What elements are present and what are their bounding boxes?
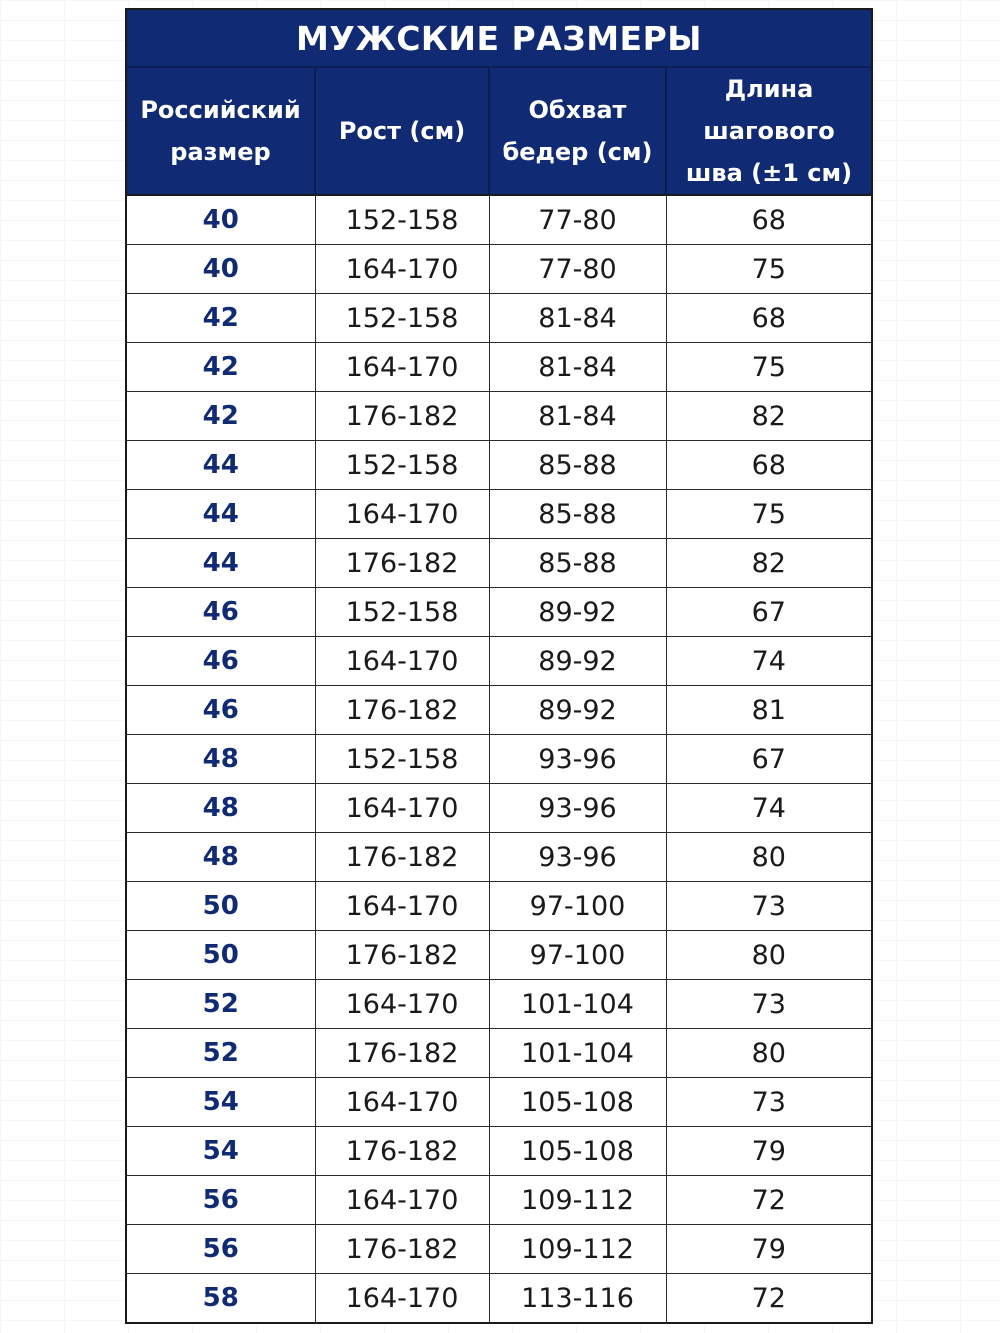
table-row <box>126 931 872 980</box>
cell-russian-size: 40 <box>126 195 315 245</box>
cell-hip-girth: 109-112 <box>489 1225 666 1274</box>
cell-height: 176-182 <box>315 931 489 980</box>
table-row <box>126 833 872 882</box>
header-height <box>315 67 489 195</box>
cell-hip-girth: 93-96 <box>489 833 666 882</box>
cell-hip-girth: 101-104 <box>489 980 666 1029</box>
cell-inseam: 79 <box>666 1127 872 1176</box>
cell-inseam: 68 <box>666 195 872 245</box>
table-row <box>126 686 872 735</box>
table-row <box>126 1078 872 1127</box>
cell-hip-girth: 77-80 <box>489 245 666 294</box>
cell-height: 164-170 <box>315 1078 489 1127</box>
cell-hip-girth: 93-96 <box>489 735 666 784</box>
cell-height: 152-158 <box>315 735 489 784</box>
cell-height: 152-158 <box>315 588 489 637</box>
header-line: шагового <box>703 117 835 145</box>
cell-height: 152-158 <box>315 195 489 245</box>
cell-height: 176-182 <box>315 539 489 588</box>
table-row <box>126 343 872 392</box>
cell-height: 164-170 <box>315 1176 489 1225</box>
cell-inseam: 67 <box>666 735 872 784</box>
table-row <box>126 1176 872 1225</box>
cell-height: 176-182 <box>315 833 489 882</box>
cell-hip-girth: 97-100 <box>489 931 666 980</box>
cell-height: 152-158 <box>315 294 489 343</box>
cell-inseam: 74 <box>666 784 872 833</box>
cell-inseam: 80 <box>666 931 872 980</box>
cell-height: 176-182 <box>315 392 489 441</box>
table-row <box>126 1127 872 1176</box>
table-row <box>126 735 872 784</box>
cell-inseam: 75 <box>666 343 872 392</box>
cell-height: 164-170 <box>315 784 489 833</box>
cell-russian-size: 44 <box>126 441 315 490</box>
cell-hip-girth: 81-84 <box>489 343 666 392</box>
cell-russian-size: 54 <box>126 1127 315 1176</box>
cell-russian-size: 48 <box>126 735 315 784</box>
cell-hip-girth: 89-92 <box>489 686 666 735</box>
cell-russian-size: 48 <box>126 784 315 833</box>
cell-hip-girth: 105-108 <box>489 1078 666 1127</box>
table-row <box>126 539 872 588</box>
cell-russian-size: 58 <box>126 1274 315 1324</box>
cell-inseam: 75 <box>666 490 872 539</box>
cell-height: 164-170 <box>315 343 489 392</box>
cell-inseam: 72 <box>666 1274 872 1324</box>
cell-inseam: 82 <box>666 539 872 588</box>
cell-hip-girth: 89-92 <box>489 588 666 637</box>
table-row <box>126 294 872 343</box>
cell-russian-size: 44 <box>126 490 315 539</box>
cell-russian-size: 52 <box>126 980 315 1029</box>
table-row <box>126 1274 872 1324</box>
cell-inseam: 80 <box>666 1029 872 1078</box>
table-row <box>126 980 872 1029</box>
table-row <box>126 637 872 686</box>
table-row <box>126 1225 872 1274</box>
cell-russian-size: 52 <box>126 1029 315 1078</box>
cell-inseam: 82 <box>666 392 872 441</box>
cell-hip-girth: 89-92 <box>489 637 666 686</box>
cell-height: 176-182 <box>315 1225 489 1274</box>
cell-hip-girth: 81-84 <box>489 392 666 441</box>
table-row <box>126 441 872 490</box>
cell-russian-size: 54 <box>126 1078 315 1127</box>
title-row <box>126 9 872 67</box>
cell-height: 164-170 <box>315 490 489 539</box>
cell-inseam: 68 <box>666 441 872 490</box>
table-title: МУЖСКИЕ РАЗМЕРЫ <box>126 9 872 67</box>
cell-hip-girth: 77-80 <box>489 195 666 245</box>
header-row <box>126 67 872 195</box>
cell-inseam: 72 <box>666 1176 872 1225</box>
cell-inseam: 80 <box>666 833 872 882</box>
cell-russian-size: 42 <box>126 294 315 343</box>
cell-height: 164-170 <box>315 980 489 1029</box>
cell-russian-size: 46 <box>126 588 315 637</box>
cell-russian-size: 40 <box>126 245 315 294</box>
cell-russian-size: 48 <box>126 833 315 882</box>
cell-russian-size: 46 <box>126 686 315 735</box>
cell-height: 164-170 <box>315 245 489 294</box>
header-hip-girth <box>489 67 666 195</box>
cell-hip-girth: 105-108 <box>489 1127 666 1176</box>
cell-height: 164-170 <box>315 882 489 931</box>
cell-inseam: 75 <box>666 245 872 294</box>
table-row <box>126 392 872 441</box>
table-row <box>126 784 872 833</box>
table-row <box>126 882 872 931</box>
cell-height: 176-182 <box>315 1127 489 1176</box>
cell-height: 164-170 <box>315 1274 489 1324</box>
cell-height: 152-158 <box>315 441 489 490</box>
cell-russian-size: 56 <box>126 1176 315 1225</box>
cell-hip-girth: 93-96 <box>489 784 666 833</box>
cell-hip-girth: 85-88 <box>489 441 666 490</box>
cell-hip-girth: 101-104 <box>489 1029 666 1078</box>
cell-height: 176-182 <box>315 686 489 735</box>
header-line: бедер (см) <box>502 138 653 166</box>
mens-size-table <box>125 8 873 1324</box>
cell-hip-girth: 113-116 <box>489 1274 666 1324</box>
cell-height: 164-170 <box>315 637 489 686</box>
cell-hip-girth: 85-88 <box>489 539 666 588</box>
cell-russian-size: 42 <box>126 392 315 441</box>
table-body <box>126 195 872 1323</box>
cell-inseam: 73 <box>666 980 872 1029</box>
cell-hip-girth: 85-88 <box>489 490 666 539</box>
cell-russian-size: 50 <box>126 931 315 980</box>
cell-hip-girth: 109-112 <box>489 1176 666 1225</box>
cell-inseam: 74 <box>666 637 872 686</box>
header-inseam-length <box>666 67 872 195</box>
table-row <box>126 195 872 245</box>
header-line: Обхват <box>528 96 627 124</box>
header-line: Рост (см) <box>338 117 466 145</box>
cell-hip-girth: 97-100 <box>489 882 666 931</box>
header-russian-size <box>126 67 315 195</box>
header-line: размер <box>170 138 271 166</box>
cell-height: 176-182 <box>315 1029 489 1078</box>
cell-inseam: 79 <box>666 1225 872 1274</box>
cell-russian-size: 56 <box>126 1225 315 1274</box>
cell-russian-size: 44 <box>126 539 315 588</box>
table-row <box>126 1029 872 1078</box>
table-row <box>126 245 872 294</box>
header-line: Длина <box>724 75 814 103</box>
cell-russian-size: 46 <box>126 637 315 686</box>
cell-inseam: 81 <box>666 686 872 735</box>
cell-hip-girth: 81-84 <box>489 294 666 343</box>
cell-inseam: 67 <box>666 588 872 637</box>
header-line: шва (±1 см) <box>685 159 853 187</box>
cell-inseam: 73 <box>666 882 872 931</box>
header-line: Российский <box>140 96 301 124</box>
cell-russian-size: 42 <box>126 343 315 392</box>
cell-inseam: 73 <box>666 1078 872 1127</box>
cell-russian-size: 50 <box>126 882 315 931</box>
table-row <box>126 490 872 539</box>
cell-inseam: 68 <box>666 294 872 343</box>
table-row <box>126 588 872 637</box>
